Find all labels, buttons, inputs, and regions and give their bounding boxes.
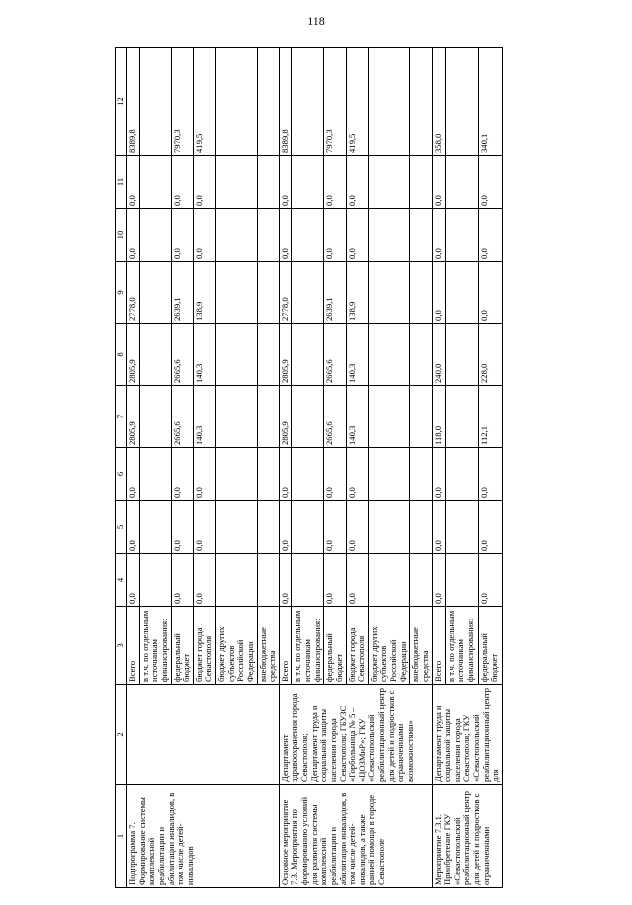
- value-cell: [139, 448, 171, 501]
- value-cell: [216, 262, 258, 324]
- value-cell: [445, 324, 479, 386]
- value-cell: [445, 209, 479, 262]
- value-cell: 0,0: [279, 209, 292, 262]
- value-cell: [216, 48, 258, 156]
- value-cell: [216, 209, 258, 262]
- value-cell: 8389,8: [127, 48, 140, 156]
- value-cell: 0,0: [432, 448, 445, 501]
- funding-source-cell: внебюджетные средства: [410, 607, 432, 685]
- funding-source-cell: Всего: [127, 607, 140, 685]
- value-cell: [368, 554, 410, 607]
- value-cell: 0,0: [479, 209, 502, 262]
- value-cell: [292, 209, 324, 262]
- value-cell: 7970,3: [324, 48, 346, 156]
- column-header: 10: [116, 209, 127, 262]
- value-cell: [292, 48, 324, 156]
- value-cell: 0,0: [479, 501, 502, 554]
- value-cell: [257, 386, 279, 448]
- value-cell: 0,0: [279, 554, 292, 607]
- value-cell: 0,0: [279, 501, 292, 554]
- funding-source-cell: в т.ч. по отдельным источникам финансирования:: [445, 607, 479, 685]
- value-cell: [410, 554, 432, 607]
- funding-source-cell: в т.ч. по отдельным источникам финансирования:: [292, 607, 324, 685]
- value-cell: 0,0: [324, 554, 346, 607]
- value-cell: 0,0: [127, 209, 140, 262]
- value-cell: [257, 48, 279, 156]
- value-cell: [139, 501, 171, 554]
- table-row: [127, 48, 140, 888]
- value-cell: 0,0: [171, 501, 193, 554]
- table-row: [432, 48, 445, 888]
- value-cell: 419,5: [193, 48, 215, 156]
- value-cell: 0,0: [432, 501, 445, 554]
- value-cell: [368, 324, 410, 386]
- finance-table: [115, 47, 503, 888]
- column-header: 6: [116, 448, 127, 501]
- value-cell: 0,0: [479, 156, 502, 209]
- value-cell: 2665,6: [171, 386, 193, 448]
- value-cell: [292, 156, 324, 209]
- value-cell: 0,0: [432, 209, 445, 262]
- value-cell: 0,0: [193, 156, 215, 209]
- funding-source-cell: бюджет других субъектов Российской Федерации: [368, 607, 410, 685]
- funding-source-cell: бюджет города Севастополя: [346, 607, 368, 685]
- program-name-cell: Подпрограмма 7. Формирование системы комплексной реабилитации и абилитации инвалидов, в том числе детей-инвалидов: [127, 785, 280, 888]
- value-cell: 2778,0: [279, 262, 292, 324]
- column-header: 4: [116, 554, 127, 607]
- executor-cell: Департамент труда и социальной защиты населения города Севастополя; ГКУ «Севастопольский реабилитационный центр для: [432, 685, 502, 785]
- value-cell: 2805,9: [279, 324, 292, 386]
- value-cell: 0,0: [346, 209, 368, 262]
- value-cell: 0,0: [127, 554, 140, 607]
- value-cell: 2639,1: [171, 262, 193, 324]
- executor-cell: Департамент здравоохранения города Севастополя; Департамент труда и социальной защиты населения города Севастополя; ГБУЗС «Горбольница № 5 – «ЦОЗМиР»; ГКУ «Севастопольский реабилитационный центр для детей и подростков с ограниченными возможностями»: [279, 685, 432, 785]
- value-cell: [410, 48, 432, 156]
- value-cell: 0,0: [127, 448, 140, 501]
- value-cell: [410, 448, 432, 501]
- value-cell: [410, 324, 432, 386]
- value-cell: [292, 324, 324, 386]
- value-cell: 0,0: [279, 156, 292, 209]
- value-cell: [410, 262, 432, 324]
- funding-source-cell: Всего: [279, 607, 292, 685]
- value-cell: 138,9: [193, 262, 215, 324]
- value-cell: [216, 386, 258, 448]
- value-cell: [139, 209, 171, 262]
- value-cell: 0,0: [346, 156, 368, 209]
- value-cell: [292, 386, 324, 448]
- funding-source-cell: бюджет других субъектов Российской Федерации: [216, 607, 258, 685]
- value-cell: [410, 156, 432, 209]
- value-cell: 0,0: [432, 262, 445, 324]
- value-cell: [292, 448, 324, 501]
- value-cell: 358,0: [432, 48, 445, 156]
- table-row: [279, 48, 292, 888]
- value-cell: [257, 324, 279, 386]
- value-cell: 0,0: [346, 448, 368, 501]
- column-header: 9: [116, 262, 127, 324]
- value-cell: [139, 262, 171, 324]
- value-cell: 0,0: [279, 448, 292, 501]
- value-cell: 140,3: [193, 324, 215, 386]
- value-cell: 0,0: [346, 501, 368, 554]
- funding-source-cell: бюджет города Севастополя: [193, 607, 215, 685]
- rotated-table-container: [115, 48, 510, 888]
- value-cell: [139, 324, 171, 386]
- column-header: 12: [116, 48, 127, 156]
- value-cell: 2778,0: [127, 262, 140, 324]
- value-cell: 0,0: [324, 448, 346, 501]
- value-cell: [257, 156, 279, 209]
- value-cell: 340,1: [479, 48, 502, 156]
- value-cell: 2639,1: [324, 262, 346, 324]
- value-cell: [445, 448, 479, 501]
- value-cell: 0,0: [171, 554, 193, 607]
- value-cell: [139, 386, 171, 448]
- program-name-cell: Мероприятие 7.3.1. Приобретение ГКУ «Севастопольский реабилитационный центр для детей и подростков с ограниченными: [432, 785, 502, 888]
- value-cell: 112,1: [479, 386, 502, 448]
- executor-cell: [127, 685, 280, 785]
- value-cell: [445, 156, 479, 209]
- value-cell: 2665,6: [324, 386, 346, 448]
- value-cell: [257, 262, 279, 324]
- value-cell: 2805,9: [127, 386, 140, 448]
- value-cell: 118,0: [432, 386, 445, 448]
- value-cell: 140,3: [346, 324, 368, 386]
- value-cell: [216, 324, 258, 386]
- value-cell: [368, 48, 410, 156]
- value-cell: [368, 156, 410, 209]
- value-cell: 0,0: [193, 209, 215, 262]
- value-cell: 140,3: [346, 386, 368, 448]
- value-cell: [216, 501, 258, 554]
- value-cell: [257, 209, 279, 262]
- page-number: 118: [307, 14, 325, 28]
- value-cell: [292, 501, 324, 554]
- value-cell: [139, 554, 171, 607]
- funding-source-cell: федеральный бюджет: [479, 607, 502, 685]
- column-header: 11: [116, 156, 127, 209]
- value-cell: 138,9: [346, 262, 368, 324]
- value-cell: 0,0: [432, 554, 445, 607]
- value-cell: [292, 262, 324, 324]
- column-header: 3: [116, 607, 127, 685]
- value-cell: [257, 554, 279, 607]
- value-cell: [257, 448, 279, 501]
- value-cell: 0,0: [324, 209, 346, 262]
- program-name-cell: Основное мероприятие 7.3. Мероприятия по формированию условий для развития системы комплексной реабилитации и абилитации инвалидов, в том числе детей-инвалидов, а также ранней помощи в городе Севастополе: [279, 785, 432, 888]
- value-cell: 0,0: [479, 262, 502, 324]
- value-cell: [410, 209, 432, 262]
- value-cell: 2805,9: [279, 386, 292, 448]
- funding-source-cell: федеральный бюджет: [171, 607, 193, 685]
- value-cell: 0,0: [171, 448, 193, 501]
- value-cell: [445, 501, 479, 554]
- value-cell: 0,0: [127, 501, 140, 554]
- value-cell: [368, 501, 410, 554]
- value-cell: 140,3: [193, 386, 215, 448]
- header-row: [116, 48, 127, 888]
- value-cell: [368, 386, 410, 448]
- column-header: 1: [116, 785, 127, 888]
- value-cell: [139, 156, 171, 209]
- value-cell: 228,0: [479, 324, 502, 386]
- value-cell: [368, 448, 410, 501]
- value-cell: 0,0: [432, 156, 445, 209]
- value-cell: [410, 501, 432, 554]
- funding-source-cell: федеральный бюджет: [324, 607, 346, 685]
- value-cell: 0,0: [171, 156, 193, 209]
- funding-source-cell: Всего: [432, 607, 445, 685]
- column-header: 8: [116, 324, 127, 386]
- value-cell: 0,0: [479, 448, 502, 501]
- value-cell: 2665,6: [171, 324, 193, 386]
- value-cell: 0,0: [324, 156, 346, 209]
- value-cell: 7970,3: [171, 48, 193, 156]
- value-cell: [368, 209, 410, 262]
- value-cell: [216, 554, 258, 607]
- value-cell: 0,0: [127, 156, 140, 209]
- value-cell: 0,0: [193, 554, 215, 607]
- value-cell: 0,0: [324, 501, 346, 554]
- value-cell: [139, 48, 171, 156]
- value-cell: [292, 554, 324, 607]
- value-cell: [216, 448, 258, 501]
- value-cell: [445, 386, 479, 448]
- value-cell: 0,0: [193, 448, 215, 501]
- value-cell: 2665,6: [324, 324, 346, 386]
- value-cell: [216, 156, 258, 209]
- column-header: 7: [116, 386, 127, 448]
- value-cell: 8389,8: [279, 48, 292, 156]
- column-header: 2: [116, 685, 127, 785]
- value-cell: 0,0: [193, 501, 215, 554]
- value-cell: [445, 554, 479, 607]
- column-header: 5: [116, 501, 127, 554]
- value-cell: 419,5: [346, 48, 368, 156]
- value-cell: 2805,9: [127, 324, 140, 386]
- value-cell: [257, 501, 279, 554]
- value-cell: 0,0: [479, 554, 502, 607]
- value-cell: 0,0: [171, 209, 193, 262]
- value-cell: [445, 48, 479, 156]
- funding-source-cell: внебюджетные средства: [257, 607, 279, 685]
- value-cell: [445, 262, 479, 324]
- table-body: [127, 48, 503, 888]
- value-cell: [368, 262, 410, 324]
- value-cell: 0,0: [346, 554, 368, 607]
- funding-source-cell: в т.ч. по отдельным источникам финансирования:: [139, 607, 171, 685]
- value-cell: [410, 386, 432, 448]
- value-cell: 240,0: [432, 324, 445, 386]
